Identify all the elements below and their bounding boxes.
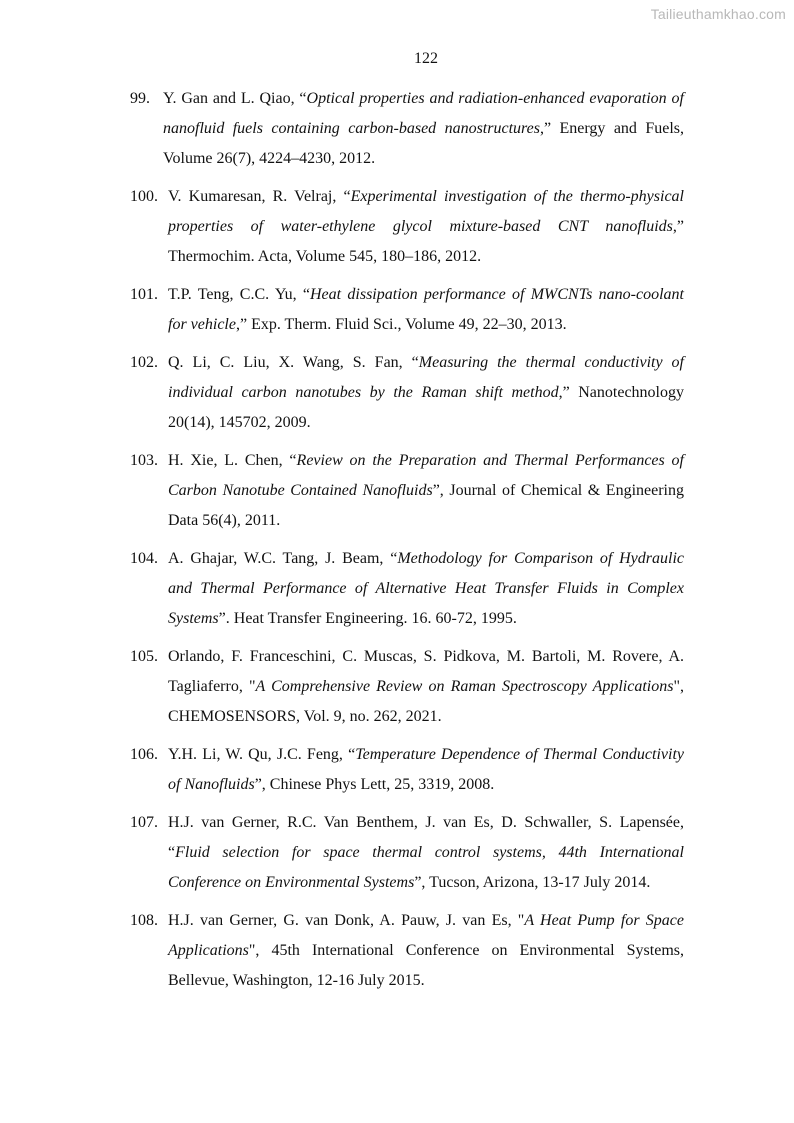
reference-item [130, 280, 684, 340]
reference-source: ,” Thermochim. Acta, Volume 545, 180–186, 2012. [168, 218, 684, 265]
reference-authors: V. Kumaresan, R. Velraj, “ [168, 188, 351, 205]
reference-authors: H. Xie, L. Chen, “ [168, 452, 297, 469]
reference-number: 102. [130, 354, 158, 371]
reference-item [130, 544, 684, 634]
reference-source: ”, Tucson, Arizona, 13-17 July 2014. [414, 874, 651, 891]
reference-item [130, 348, 684, 438]
reference-number: 104. [130, 550, 158, 567]
reference-source: ,” Exp. Therm. Fluid Sci., Volume 49, 22–30, 2013. [235, 316, 567, 333]
reference-authors: Q. Li, C. Liu, X. Wang, S. Fan, “ [168, 354, 419, 371]
reference-authors: Y.H. Li, W. Qu, J.C. Feng, “ [168, 746, 356, 763]
reference-number: 101. [130, 286, 158, 303]
reference-authors: Orlando, F. Franceschini, C. Muscas, S. Pidkova, M. Bartoli, M. Rovere, A. Tagliaferro, " [168, 648, 684, 695]
reference-item [130, 84, 684, 174]
reference-title: Heat dissipation performance of MWCNTs nano-coolant for vehicle [168, 286, 684, 333]
reference-source: ”, Journal of Chemical & Engineering Data 56(4), 2011. [168, 482, 684, 529]
reference-number: 103. [130, 452, 158, 469]
reference-source: ”, Chinese Phys Lett, 25, 3319, 2008. [254, 776, 495, 793]
reference-title: Methodology for Comparison of Hydraulic and Thermal Performance of Alternative Heat Transfer Fluids in Complex Systems [168, 550, 685, 627]
reference-item [130, 182, 684, 272]
reference-number: 106. [130, 746, 158, 763]
reference-item [130, 808, 684, 898]
reference-title: Measuring the thermal conductivity of individual carbon nanotubes by the Raman shift method [168, 354, 684, 401]
reference-title: Optical properties and radiation-enhanced evaporation of nanofluid fuels containing carbon-based nanostructures [163, 90, 684, 137]
reference-authors: H.J. van Gerner, R.C. Van Benthem, J. van Es, D. Schwaller, S. Lapensée, “ [168, 814, 684, 861]
reference-authors: A. Ghajar, W.C. Tang, J. Beam, “ [168, 550, 398, 567]
reference-title: Review on the Preparation and Thermal Performances of Carbon Nanotube Contained Nanofluids [168, 452, 685, 499]
reference-item [130, 446, 684, 536]
reference-source: ", CHEMOSENSORS, Vol. 9, no. 262, 2021. [168, 678, 685, 725]
reference-authors: H.J. van Gerner, G. van Donk, A. Pauw, J. van Es, " [168, 912, 525, 929]
reference-source: ,” Energy and Fuels, Volume 26(7), 4224–4230, 2012. [163, 120, 684, 167]
reference-number: 100. [130, 188, 158, 205]
reference-title: A Comprehensive Review on Raman Spectroscopy Applications [255, 678, 674, 695]
reference-source: ,” Nanotechnology 20(14), 145702, 2009. [168, 384, 684, 431]
reference-item [130, 906, 684, 996]
reference-item [130, 642, 684, 732]
reference-number: 107. [130, 814, 158, 831]
reference-item [130, 740, 684, 800]
reference-number: 105. [130, 648, 158, 665]
reference-list [130, 84, 684, 1004]
reference-source: ", 45th International Conference on Environmental Systems, Bellevue, Washington, 12-16 July 2015. [168, 942, 684, 989]
reference-title: A Heat Pump for Space Applications [168, 912, 684, 959]
reference-title: Temperature Dependence of Thermal Conductivity of Nanofluids [168, 746, 684, 793]
reference-number: 108. [130, 912, 158, 929]
reference-authors: T.P. Teng, C.C. Yu, “ [168, 286, 310, 303]
reference-authors: Y. Gan and L. Qiao, “ [163, 90, 307, 107]
page-number: 122 [414, 50, 438, 67]
reference-title: Fluid selection for space thermal control systems, 44th International Conference on Environmental Systems [168, 844, 684, 891]
watermark-text: Tailieuthamkhao.com [650, 6, 786, 22]
reference-source: ”. Heat Transfer Engineering. 16. 60-72, 1995. [218, 610, 517, 627]
reference-title: Experimental investigation of the thermo-physical properties of water-ethylene glycol mixture-based CNT nanofluids [168, 188, 684, 235]
reference-number: 99. [130, 90, 150, 107]
